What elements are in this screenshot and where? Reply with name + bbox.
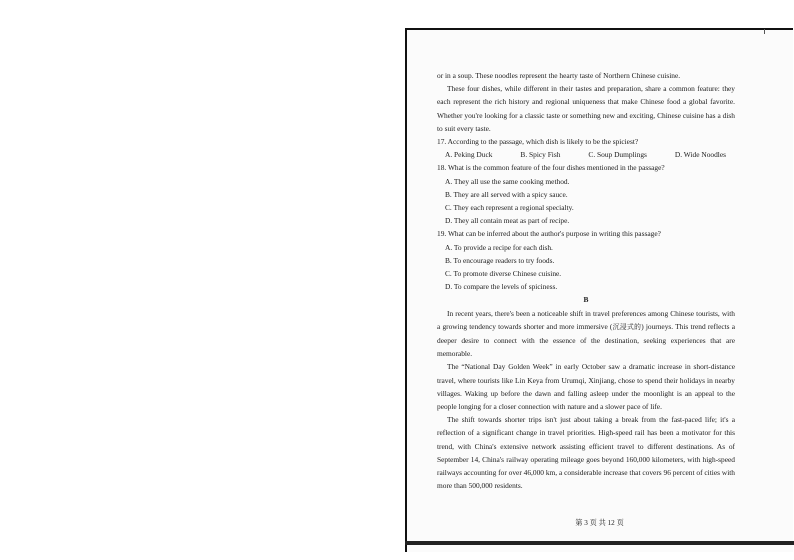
question-18-stem: 18. What is the common feature of the four dishes mentioned in the passage? bbox=[437, 163, 665, 173]
section-b-heading: B bbox=[583, 295, 589, 305]
passage-b-paragraph-2: The “National Day Golden Week” in early October saw a dramatic increase in short-distance travel, where tourists like Lin Keya from Urumqi, Xinjiang, chose to spend their holidays in nearby villages. Waking up before the dawn and falling asleep under the moonlight is an appeal to the people longing for a closer connection with nature and a slower pace of life. bbox=[437, 362, 735, 412]
passage-b-paragraph-3: The shift towards shorter trips isn't just about taking a break from the fast-paced life; it's a reflection of a significant change in travel priorities. High-speed rail has been a motivator for this trend, with China's extensive network assisting efficient travel to different destinations. As of September 14, China's railway operating mileage goes beyond 160,000 kilometers, with high-speed railways accounting for over 46,000 km, a considerable increase that covers 96 percent of cities with more than 500,000 residents. bbox=[437, 415, 735, 491]
page-number-footer: 第 3 页 共 12 页 bbox=[575, 519, 624, 527]
question-19-stem: 19. What can be inferred about the author's purpose in writing this passage? bbox=[437, 229, 661, 239]
question-17-option-b: B. Spicy Fish bbox=[520, 150, 561, 160]
edge-mark bbox=[764, 29, 765, 34]
question-17-option-a: A. Peking Duck bbox=[445, 150, 493, 160]
passage-a-conclusion: These four dishes, while different in their tastes and preparation, share a common feature: they each represent the rich history and regional uniqueness that make Chinese food a global favorite. Whether you're looking for a classic taste or something new and exciting, Chinese cuisine has a dish to suit every taste. bbox=[437, 84, 735, 133]
question-19-option-b: B. To encourage readers to try foods. bbox=[445, 255, 555, 265]
page-bottom-edge bbox=[405, 541, 794, 545]
question-18-option-c: C. They each represent a regional specialty. bbox=[445, 203, 574, 213]
question-19-option-d: D. To compare the levels of spiciness. bbox=[445, 282, 558, 292]
passage-b-p1-chinese-gloss: 沉浸式的 bbox=[612, 322, 642, 331]
question-19-option-a: A. To provide a recipe for each dish. bbox=[445, 242, 553, 252]
question-18-option-a: A. They all use the same cooking method. bbox=[445, 176, 570, 186]
passage-a-continuation: or in a soup. These noodles represent the hearty taste of Northern Chinese cuisine. bbox=[437, 71, 681, 80]
page-content bbox=[437, 69, 735, 493]
question-17-options bbox=[437, 148, 735, 161]
passage-b-p1-before: In recent years, there's been a noticeable shift in travel preferences among Chinese tourists, with a growing tendency towards shorter and more immersive ( bbox=[437, 308, 735, 331]
question-18-option-b: B. They are all served with a spicy sauce. bbox=[445, 189, 568, 199]
question-17-stem: 17. According to the passage, which dish is likely to be the spiciest? bbox=[437, 137, 639, 147]
question-17-option-c: C. Soup Dumplings bbox=[588, 150, 647, 160]
passage-b-paragraph-1 bbox=[437, 307, 735, 361]
question-18-option-d: D. They all contain meat as part of recipe. bbox=[445, 216, 570, 226]
question-17-option-d: D. Wide Noodles bbox=[674, 150, 726, 160]
passage-b-p1-after: ) journeys. This trend reflects a deeper desire to connect with the essence of the destination, seeking experiences that are memorable. bbox=[437, 321, 736, 359]
question-19-option-c: C. To promote diverse Chinese cuisine. bbox=[445, 269, 562, 279]
